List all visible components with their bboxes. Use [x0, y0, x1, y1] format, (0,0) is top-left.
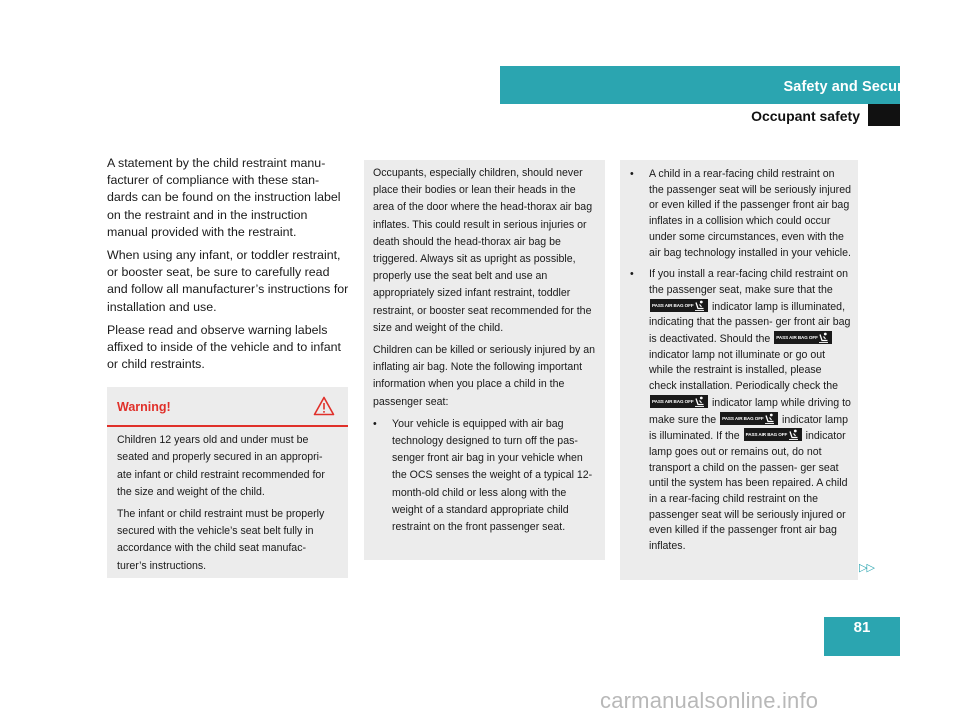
child-seat-icon [764, 413, 775, 424]
warning-paragraph: The infant or child restraint must be properly secured with the vehicle’s seat belt fully in accordance with the child seat manufac- turer’s instructions. [117, 507, 325, 572]
info-paragraph: Children can be killed or seriously injured by an inflating air bag. Note the following important information when you place a child in the passenger seat: [373, 344, 595, 408]
warning-title: Warning! [117, 400, 171, 414]
bullet-text: indicator lamp goes out or remains out, do not transport a child on the passen- ger seat until the system has been repaired. A child in a rear-facing child restraint on the passenger seat will be seriously injured or even killed if the passenger front air bag inflates. [649, 430, 848, 553]
child-seat-icon [694, 300, 705, 311]
pass-air-bag-off-indicator-icon: PASS AIR BAG OFF [650, 299, 708, 312]
warning-header [107, 387, 348, 427]
intro-paragraph: A statement by the child restraint manu- facturer of compliance with these stan- dards can be found on the instruction label on the restraint and in the instruction manual provided with the restraint. [107, 156, 341, 239]
pass-air-bag-off-indicator-icon: PASS AIR BAG OFF [720, 412, 778, 425]
occupant-info-box [364, 160, 605, 560]
bullet-text: indicator lamp is illuminated, indicating that the passen- ger front air bag is deactivated. Should the [649, 300, 851, 346]
watermark: carmanualsonline.info [600, 688, 819, 713]
pass-air-bag-off-indicator-icon: PASS AIR BAG OFF [744, 428, 802, 441]
header-marker-block [868, 104, 900, 126]
page-number: 81 [853, 619, 871, 636]
bullet-text: indicator lamp not illuminate or go out while the restraint is installed, please check installation. Periodically check the [649, 348, 839, 393]
rear-facing-bullet [630, 267, 852, 555]
pass-air-bag-off-indicator-icon: PASS AIR BAG OFF [650, 395, 708, 408]
subsection-title: Occupant safety [751, 108, 860, 124]
info-bullet-list [373, 416, 596, 536]
bullet-text: indicator lamp is illuminated. If the [649, 413, 848, 443]
pass-air-bag-off-indicator-icon: PASS AIR BAG OFF [774, 331, 832, 344]
intro-paragraph: When using any infant, or toddler restraint, or booster seat, be sure to carefully read and follow all manufacturer’s instructions for installation and use. [107, 248, 349, 314]
rear-facing-info-box [620, 160, 858, 580]
continued-arrow-icon: ▷▷ [859, 562, 874, 574]
child-seat-icon [788, 429, 799, 440]
intro-column [107, 155, 350, 379]
bullet-text: If you install a rear-facing child restraint on the passenger seat, make sure that the [649, 268, 849, 296]
rear-facing-bullet: • A child in a rear-facing child restraint on the passenger seat will be seriously injured or even killed if the passenger front air bag inflates in a collision which could occur under some circumstances, even with the air bag technology installed in your vehicle. [630, 167, 852, 261]
bullet-text: indicator lamp while driving to make sure the [649, 396, 851, 426]
info-bullet: • Your vehicle is equipped with air bag technology designed to turn off the pas- senger front air bag in your vehicle when the OCS senses the weight of a typical 12-month-old child or less along with the weight of a standard appropriate child restraint on the front passenger seat. [373, 416, 596, 536]
section-title: Safety and Security [783, 79, 920, 95]
child-seat-icon [818, 332, 829, 343]
warning-triangle-icon [313, 396, 335, 416]
info-paragraph: Occupants, especially children, should never place their bodies or lean their heads in the area of the door where the head-thorax air bag inflates. This could result in serious injuries or death should the head-thorax air bag be triggered. Always sit as upright as possible, properly use the seat belt and use an appropriately sized infant restraint, toddler restraint, or booster seat recommended for the size and weight of the child. [373, 167, 593, 334]
warning-body [107, 427, 348, 575]
warning-paragraph: Children 12 years old and under must be seated and properly secured in an appropri- ate infant or child restraint recommended for the size and weight of the child. [117, 434, 325, 499]
intro-paragraph: Please read and observe warning labels affixed to inside of the vehicle and to infant or child restraints. [107, 322, 341, 372]
rear-facing-bullet-list [630, 167, 852, 555]
child-seat-icon [694, 396, 705, 407]
warning-box [107, 387, 348, 578]
